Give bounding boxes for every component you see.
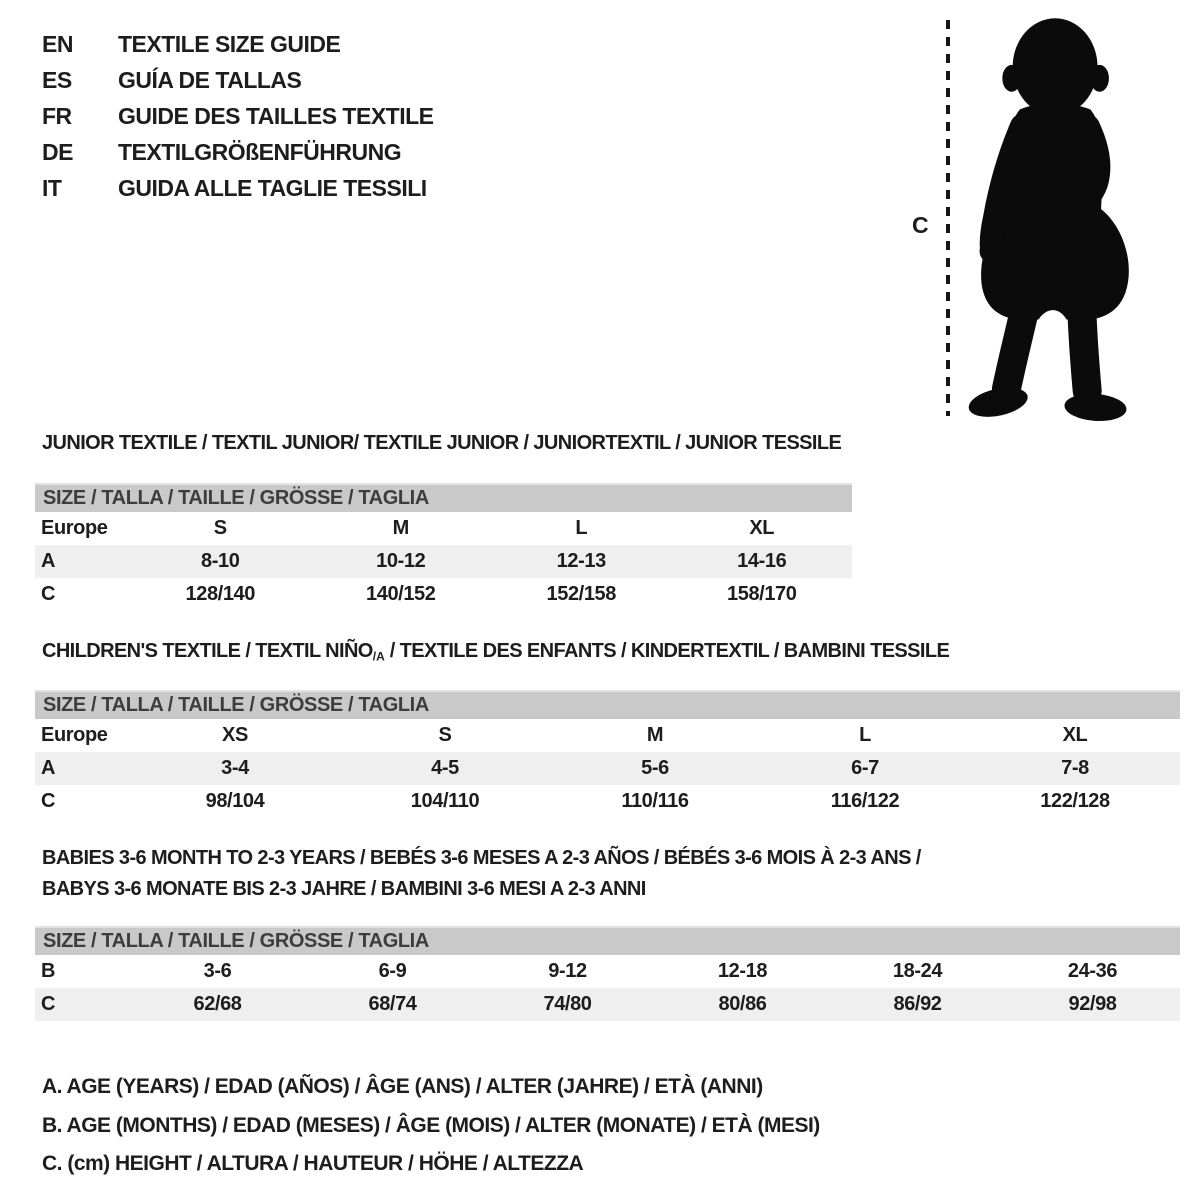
height-cell: 68/74 (368, 993, 417, 1015)
age-cell: 12-13 (556, 550, 606, 572)
language-row-it (42, 170, 434, 206)
children-section-title (42, 640, 949, 663)
height-cell: 116/122 (830, 790, 900, 812)
row-label: B (41, 960, 56, 982)
babies-section-title (42, 843, 921, 905)
babies-title-line2: BABYS 3-6 MONATE BIS 2-3 JAHRE / BAMBINI 3-6 MESI A 2-3 ANNI (42, 878, 646, 900)
language-list (42, 26, 434, 206)
size-cell: XL (749, 517, 775, 539)
table-row (35, 752, 1180, 785)
height-cell: 128/140 (185, 583, 255, 605)
children-title-prefix: CHILDREN'S TEXTILE / TEXTIL NIÑO (42, 640, 373, 662)
size-cell: L (575, 517, 588, 539)
legend-line-c: C. (cm) HEIGHT / ALTURA / HAUTEUR / HÖHE / ALTEZZA (42, 1152, 584, 1175)
row-label: A (41, 757, 56, 779)
height-measure-dashed-line (946, 20, 950, 416)
age-cell: 3-6 (203, 960, 232, 982)
table-row (35, 955, 1180, 988)
size-cell: M (392, 517, 409, 539)
size-cell: S (213, 517, 227, 539)
height-cell: 110/116 (621, 790, 689, 812)
toddler-silhouette-image (960, 10, 1144, 424)
language-code: ES (42, 67, 72, 93)
children-size-table (35, 690, 1180, 818)
size-cell: S (438, 724, 452, 746)
table-row (35, 578, 852, 611)
height-cell: 104/110 (410, 790, 480, 812)
measurement-legend (42, 1068, 820, 1184)
age-cell: 3-4 (221, 757, 249, 779)
age-cell: 9-12 (548, 960, 587, 982)
height-cell: 152/158 (546, 583, 616, 605)
height-cell: 62/68 (193, 993, 242, 1015)
age-cell: 14-16 (737, 550, 787, 572)
row-label: C (41, 583, 56, 605)
language-title: GUÍA DE TALLAS (118, 67, 302, 93)
size-cell: XL (1062, 724, 1088, 746)
language-title: GUIDE DES TAILLES TEXTILE (118, 103, 434, 129)
language-code: IT (42, 175, 62, 201)
age-cell: 4-5 (431, 757, 459, 779)
row-label: Europe (41, 724, 108, 746)
language-row-fr (42, 98, 434, 134)
height-cell: 98/104 (205, 790, 265, 812)
table-row (35, 785, 1180, 818)
height-cell: 122/128 (1040, 790, 1110, 812)
table-row (35, 988, 1180, 1021)
row-label: A (41, 550, 56, 572)
row-label: C (41, 790, 56, 812)
age-cell: 5-6 (641, 757, 669, 779)
junior-size-header-bar: SIZE / TALLA / TAILLE / GRÖSSE / TAGLIA (35, 483, 852, 512)
row-label: C (41, 993, 56, 1015)
age-cell: 6-9 (378, 960, 407, 982)
age-cell: 18-24 (892, 960, 943, 982)
age-cell: 12-18 (717, 960, 768, 982)
language-title: GUIDA ALLE TAGLIE TESSILI (118, 175, 427, 201)
age-cell: 10-12 (376, 550, 426, 572)
babies-title-line1: BABIES 3-6 MONTH TO 2-3 YEARS / BEBÉS 3-6 MESES A 2-3 AÑOS / BÉBÉS 3-6 MOIS À 2-3 ANS / (42, 847, 921, 869)
babies-size-header-bar: SIZE / TALLA / TAILLE / GRÖSSE / TAGLIA (35, 926, 1180, 955)
age-cell: 7-8 (1061, 757, 1089, 779)
size-cell: L (859, 724, 871, 746)
table-row (35, 512, 852, 545)
height-cell: 80/86 (718, 993, 767, 1015)
height-cell: 92/98 (1068, 993, 1117, 1015)
babies-size-table (35, 926, 1180, 1021)
legend-line-b: B. AGE (MONTHS) / EDAD (MESES) / ÂGE (MOIS) / ALTER (MONATE) / ETÀ (MESI) (42, 1113, 820, 1137)
language-row-en (42, 26, 434, 62)
language-title: TEXTILE SIZE GUIDE (118, 31, 341, 57)
language-title: TEXTILGRÖßENFÜHRUNG (118, 139, 402, 165)
height-cell: 74/80 (543, 993, 592, 1015)
language-code: FR (42, 103, 72, 129)
language-code: DE (42, 139, 73, 165)
legend-line-a: A. AGE (YEARS) / EDAD (AÑOS) / ÂGE (ANS) / ALTER (JAHRE) / ETÀ (ANNI) (42, 1075, 763, 1098)
children-title-subscript: /A (372, 649, 385, 664)
junior-section-title: JUNIOR TEXTILE / TEXTIL JUNIOR/ TEXTILE JUNIOR / JUNIORTEXTIL / JUNIOR TESSILE (42, 432, 842, 454)
age-cell: 6-7 (851, 757, 879, 779)
language-row-es (42, 62, 434, 98)
table-row (35, 719, 1180, 752)
table-row (35, 545, 852, 578)
height-measure-label: C (912, 212, 929, 238)
height-cell: 86/92 (893, 993, 942, 1015)
age-cell: 8-10 (201, 550, 240, 572)
size-cell: XS (222, 724, 248, 746)
language-code: EN (42, 31, 73, 57)
children-size-header-bar: SIZE / TALLA / TAILLE / GRÖSSE / TAGLIA (35, 690, 1180, 719)
children-title-suffix: / TEXTILE DES ENFANTS / KINDERTEXTIL / BAMBINI TESSILE (384, 640, 950, 662)
size-cell: M (646, 724, 664, 746)
age-cell: 24-36 (1067, 960, 1118, 982)
language-row-de (42, 134, 434, 170)
height-cell: 158/170 (727, 583, 797, 605)
junior-size-table (35, 483, 852, 611)
height-cell: 140/152 (366, 583, 436, 605)
row-label: Europe (41, 517, 108, 539)
